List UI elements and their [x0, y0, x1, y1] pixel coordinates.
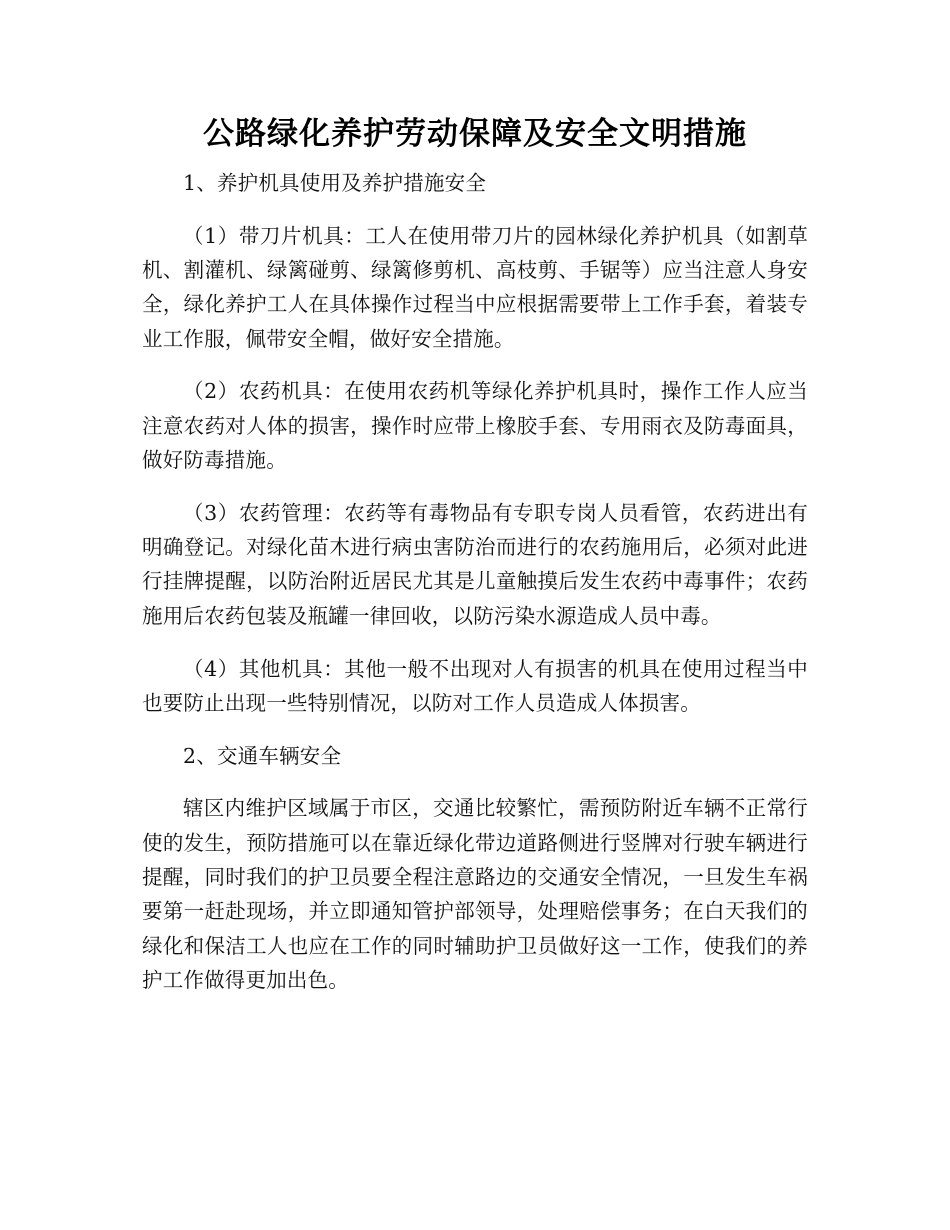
paragraph-pesticide-management: （3）农药管理：农药等有毒物品有专职专岗人员看管，农药进出有明确登记。对绿化苗木进行病虫害防治而进行的农药施用后，必须对此进行挂牌提醒，以防治附近居民尤其是儿童触摸后发生农药中毒事件；农药施用后农药包装及瓶罐一律回收，以防污染水源造成人员中毒。: [142, 500, 808, 628]
paragraph-blade-tools: （1）带刀片机具：工人在使用带刀片的园林绿化养护机具（如割草机、割灌机、绿篱碰剪、绿篱修剪机、高枝剪、手锯等）应当注意人身安全，绿化养护工人在具体操作过程当中应根据需要带上工作手套，着装专业工作服，佩带安全帽，做好安全措施。: [142, 223, 808, 351]
document-title: 公路绿化养护劳动保障及安全文明措施: [203, 116, 747, 152]
section-heading-traffic: 2、交通车辆安全: [183, 743, 342, 768]
paragraph-pesticide-tools: （2）农药机具：在使用农药机等绿化养护机具时，操作工作人应当注意农药对人体的损害，操作时应带上橡胶手套、专用雨衣及防毒面具，做好防毒措施。: [142, 379, 808, 473]
section-heading-machinery: 1、养护机具使用及养护措施安全: [183, 171, 487, 195]
document-body: [142, 166, 808, 1016]
paragraph-traffic-safety: 辖区内维护区域属于市区，交通比较繁忙，需预防附近车辆不正常行使的发生，预防措施可以在靠近绿化带边道路侧进行竖牌对行驶车辆进行提醒，同时我们的护卫员要全程注意路边的交通安全情况，一旦发生车祸要第一赶赴现场，并立即通知管护部领导，处理赔偿事务；在白天我们的绿化和保洁工人也应在工作的同时辅助护卫员做好这一工作，使我们的养护工作做得更加出色。: [142, 796, 808, 992]
paragraph-other-tools: （4）其他机具：其他一般不出现对人有损害的机具在使用过程当中也要防止出现一些特别情况，以防对工作人员造成人体损害。: [142, 656, 808, 715]
